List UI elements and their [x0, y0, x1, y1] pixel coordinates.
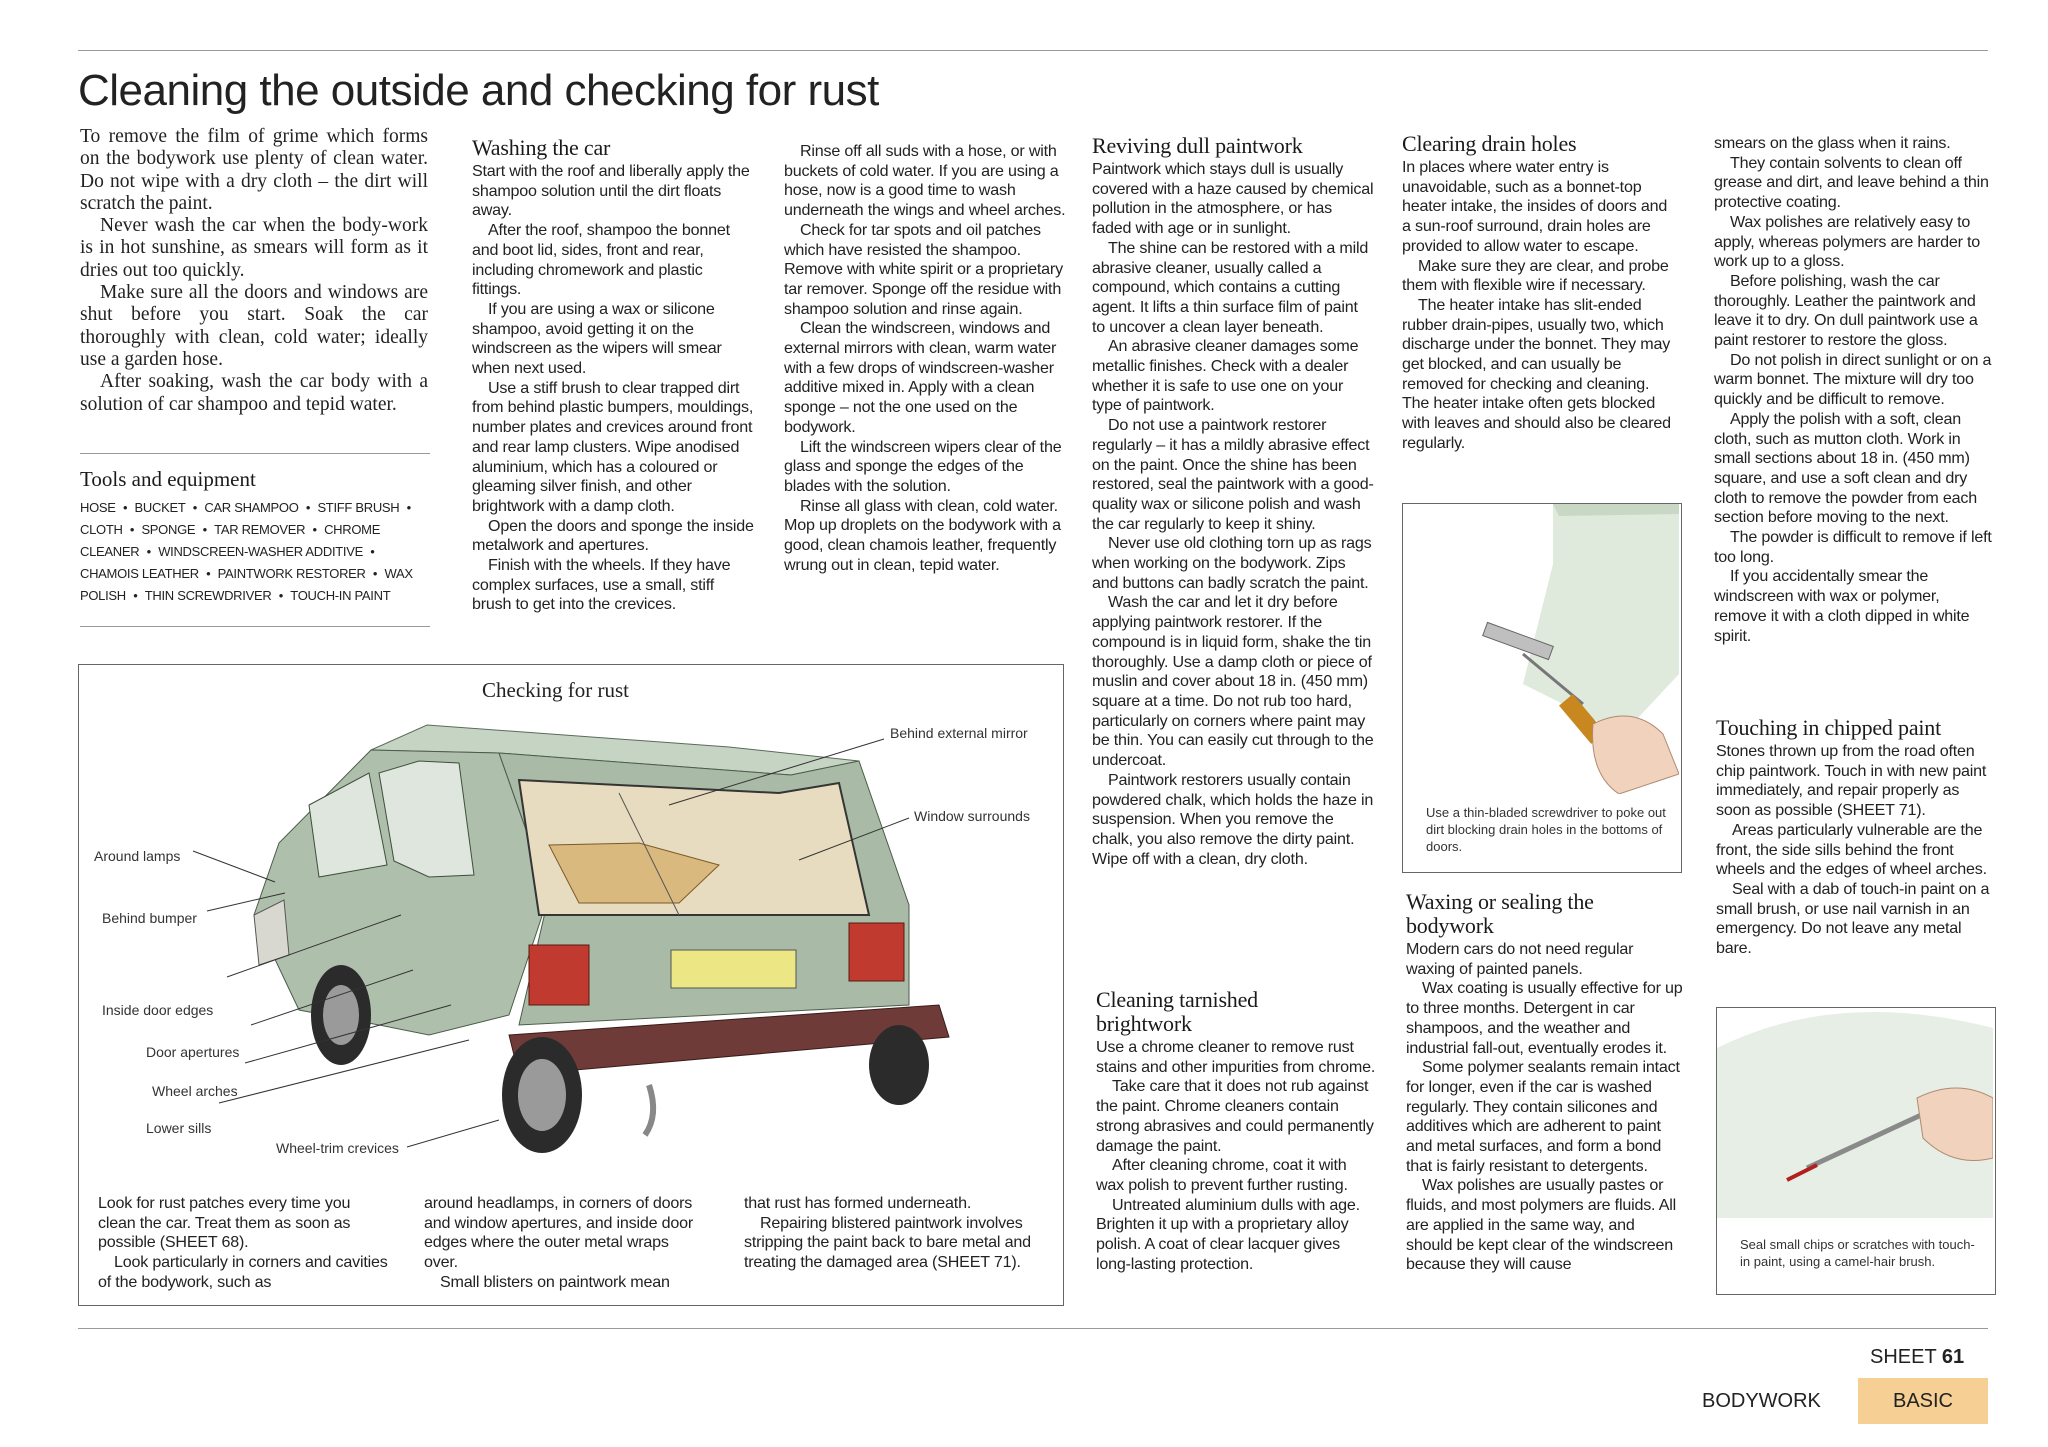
brightwork-para: Untreated aluminium dulls with age. Brighten it up with a proprietary alloy polish. A coat of clear lacquer gives long-lasting protection.	[1096, 1195, 1360, 1273]
tool-item: TOUCH-IN PAINT	[290, 588, 391, 603]
polishing-para: Wax polishes are relatively easy to apply, whereas polymers are harder to work up to a gloss.	[1714, 212, 1981, 271]
intro-para: Never wash the car when the body-work is in hot sunshine, as smears will form as it dries out too quickly.	[80, 215, 428, 281]
polishing-para: The powder is difficult to remove if left too long.	[1714, 528, 1992, 566]
bullet-separator: •	[369, 566, 381, 581]
bullet-separator: •	[119, 500, 131, 515]
callout-label: Behind external mirror	[890, 725, 1028, 741]
waxing-heading: Waxing or sealing the bodywork	[1406, 889, 1594, 938]
bullet-separator: •	[403, 500, 411, 515]
bullet-separator: •	[143, 544, 155, 559]
rust-para: around headlamps, in corners of doors and window apertures, and inside door edges where the outer metal wraps over.	[424, 1194, 694, 1272]
bullet-separator: •	[199, 522, 211, 537]
touchin-caption: Seal small chips or scratches with touch-in paint, using a camel-hair brush.	[1740, 1237, 1975, 1269]
tool-item: CHROME CLEANER	[80, 522, 381, 559]
rust-para: Look particularly in corners and cavities of the bodywork, such as	[98, 1253, 388, 1291]
tools-heading: Tools and equipment	[80, 467, 256, 491]
tool-item: CHAMOIS LEATHER	[80, 566, 199, 581]
touching-section	[1716, 716, 1994, 959]
reviving-para: Paintwork which stays dull is usually covered with a haze caused by chemical pollution in the atmosphere, or has faded with age or in sunlight.	[1092, 160, 1374, 238]
tool-item: CLOTH	[80, 522, 123, 537]
washing-para: After the roof, shampoo the bonnet and boot lid, sides, front and rear, including chromework and plastic fittings.	[472, 221, 730, 299]
screwdriver-illustration	[1403, 504, 1679, 794]
callout-label: Behind bumper	[102, 910, 197, 926]
washing-para: Check for tar spots and oil patches which have resisted the shampoo. Remove with white spirit or a proprietary tar remover. Sponge off the residue with shampoo solution and rinse again.	[784, 220, 1063, 318]
car-illustration	[79, 665, 1062, 1185]
tool-item: WAX POLISH	[80, 566, 413, 603]
drain-para: Make sure they are clear, and probe them with flexible wire if necessary.	[1402, 256, 1669, 295]
callout-label: Wheel arches	[152, 1083, 238, 1099]
washing-heading: Washing the car	[472, 135, 611, 160]
brightwork-para: Use a chrome cleaner to remove rust stains and other impurities from chrome.	[1096, 1038, 1376, 1076]
rust-para: Small blisters on paintwork mean	[440, 1272, 670, 1291]
reviving-section	[1092, 134, 1374, 869]
bullet-separator: •	[189, 500, 201, 515]
tools-bottom-rule	[80, 626, 430, 627]
washing-para: If you are using a wax or silicone shampoo, avoid getting it on the windscreen as the wipers will smear when next used.	[472, 299, 722, 378]
intro-para: After soaking, wash the car body with a solution of car shampoo and tepid water.	[80, 371, 428, 415]
polishing-para: smears on the glass when it rains.	[1714, 134, 1951, 152]
washing-para: Lift the windscreen wipers clear of the glass and sponge the edges of the blades with the solution.	[784, 437, 1062, 495]
rust-text-3	[744, 1194, 1044, 1273]
rust-text-2	[424, 1194, 706, 1293]
callout-label: Inside door edges	[102, 1002, 214, 1018]
rust-para: Look for rust patches every time you clean the car. Treat them as soon as possible (SHEET 68).	[98, 1194, 351, 1252]
callout-label: Around lamps	[94, 848, 181, 864]
polishing-para: They contain solvents to clean off grease and dirt, and leave behind a thin protective coating.	[1714, 153, 1989, 212]
polishing-para: If you accidentally smear the windscreen with wax or polymer, remove it with a cloth dipped in white spirit.	[1714, 567, 1970, 645]
brightwork-heading: Cleaning tarnished brightwork	[1096, 987, 1258, 1036]
sheet-number	[1870, 1346, 1964, 1369]
intro-text	[80, 126, 428, 416]
page-title: Cleaning the outside and checking for rust	[78, 66, 879, 115]
drain-caption: Use a thin-bladed screwdriver to poke out dirt blocking drain holes in the bottoms of doors.	[1426, 805, 1666, 854]
bullet-separator: •	[275, 588, 287, 603]
touching-para: Seal with a dab of touch-in paint on a small brush, or use nail varnish in an emergency. Do not leave any metal bare.	[1716, 879, 1990, 958]
tool-item: BUCKET	[134, 500, 186, 515]
callout-label: Wheel-trim crevices	[276, 1140, 399, 1156]
reviving-para: Never use old clothing torn up as rags when working on the bodywork. Zips and buttons can badly scratch the paint.	[1092, 534, 1372, 592]
touching-para: Stones thrown up from the road often chip paintwork. Touch in with new paint immediately, and repair properly as soon as possible (SHEET 71).	[1716, 742, 1987, 820]
reviving-para: An abrasive cleaner damages some metallic finishes. Check with a dealer whether it is safe to use one on your type of paintwork.	[1092, 337, 1359, 415]
drain-section	[1402, 132, 1678, 454]
washing-section	[472, 136, 755, 615]
tool-item: WINDSCREEN-WASHER ADDITIVE	[158, 544, 363, 559]
bullet-separator: •	[366, 544, 375, 559]
reviving-para: The shine can be restored with a mild abrasive cleaner, usually called a compound, which contains a cutting agent. It lifts a thin surface film of paint to uncover a clean layer beneath.	[1092, 238, 1369, 336]
tool-item: THIN SCREWDRIVER	[144, 588, 272, 603]
rust-para: Repairing blistered paintwork involves stripping the paint back to bare metal and treating the damaged area (SHEET 71).	[744, 1213, 1031, 1272]
washing-para: Rinse all glass with clean, cold water. Mop up droplets on the bodywork with a good, clean chamois leather, frequently wrung out in clean, tepid water.	[784, 496, 1061, 574]
callout-label: Door apertures	[146, 1044, 240, 1060]
polishing-para: Apply the polish with a soft, clean cloth, such as mutton cloth. Work in small sections about 18 in. (450 mm) square, and use a soft clean and dry cloth to remove the powder from each section before moving to the next.	[1714, 409, 1977, 527]
tool-item: PAINTWORK RESTORER	[217, 566, 366, 581]
sheet-number-value: 61	[1941, 1346, 1965, 1368]
bullet-separator: •	[126, 522, 138, 537]
polishing-para: Do not polish in direct sunlight or on a warm bonnet. The mixture will dry too quickly and be difficult to remove.	[1714, 350, 1992, 409]
washing-para: Finish with the wheels. If they have complex surfaces, use a small, stiff brush to get into the crevices.	[472, 556, 731, 614]
callout-label: Window surrounds	[914, 808, 1030, 824]
reviving-heading: Reviving dull paintwork	[1092, 133, 1303, 158]
tool-item: SPONGE	[141, 522, 196, 537]
reviving-para: Wash the car and let it dry before applying paintwork restorer. If the compound is in liquid form, shake the tin thoroughly. Use a damp cloth or piece of muslin and cover about 18 in. (450 mm) square at a time. Do not rub too hard, particularly on corners where paint may be thin. You can easily cut through to the undercoat.	[1092, 593, 1374, 770]
waxing-para: Wax polishes are usually pastes or fluids, and most polymers are fluids. All are applied in the same way, and should be kept clear of the windscreen because they will cause	[1406, 1176, 1676, 1274]
bullet-separator: •	[302, 500, 314, 515]
brightwork-section	[1096, 988, 1378, 1274]
waxing-para: Wax coating is usually effective for up to three months. Detergent in car shampoos, and the weather and industrial fall-out, eventually erodes it.	[1406, 979, 1683, 1057]
tool-item: TAR REMOVER	[214, 522, 306, 537]
reviving-para: Paintwork restorers usually contain powdered chalk, which holds the haze in suspension. When you remove the chalk, you also remove the dirty paint. Wipe off with a clean, dry cloth.	[1092, 770, 1374, 868]
polishing-para: Before polishing, wash the car thoroughly. Leather the paintwork and leave it to dry. On dull paintwork use a paint restorer to restore the gloss.	[1714, 271, 1978, 350]
brightwork-para: Take care that it does not rub against the paint. Chrome cleaners contain strong abrasives and could permanently damage the paint.	[1096, 1077, 1374, 1155]
reviving-para: Do not use a paintwork restorer regularly – it has a mildly abrasive effect on the paint. Once the shine has been restored, seal the paintwork with a good-quality wax or silicone polish and wash the car regularly to keep it shiny.	[1092, 416, 1374, 533]
top-rule	[78, 50, 1988, 51]
washing-section-continued	[784, 142, 1066, 575]
waxing-para: Modern cars do not need regular waxing of painted panels.	[1406, 940, 1634, 978]
touching-heading: Touching in chipped paint	[1716, 715, 1942, 740]
bottom-rule	[78, 1328, 1988, 1329]
washing-para: Use a stiff brush to clear trapped dirt from behind plastic bumpers, mouldings, number plates and crevices around front and rear lamp clusters. Wipe anodised aluminium, which has a coloured or gleaming silver finish, and other brightwork with a damp cloth.	[472, 378, 754, 515]
polishing-section	[1714, 134, 1994, 646]
washing-para: Clean the windscreen, windows and external mirrors with clean, warm water with a few drops of windscreen-washer additive mixed in. Apply with a clean sponge – not the one used on the bodywork.	[784, 319, 1057, 436]
washing-para: Rinse off all suds with a hose, or with buckets of cold water. If you are using a hose, now is a good time to wash underneath the wings and wheel arches.	[784, 142, 1066, 220]
waxing-section	[1406, 890, 1684, 1275]
washing-para: Start with the roof and liberally apply the shampoo solution until the dirt floats away.	[472, 162, 750, 220]
drain-heading: Clearing drain holes	[1402, 131, 1577, 156]
rust-text-1	[98, 1194, 388, 1293]
brush-illustration	[1717, 1008, 1993, 1218]
rust-heading: Checking for rust	[482, 678, 629, 702]
brightwork-para: After cleaning chrome, coat it with wax polish to prevent further rusting.	[1096, 1156, 1348, 1194]
drain-para: In places where water entry is unavoidable, such as a bonnet-top heater intake, the insides of doors and a sun-roof surround, drain holes are provided to allow water to escape.	[1402, 158, 1668, 255]
tool-item: HOSE	[80, 500, 116, 515]
tools-section	[80, 467, 430, 607]
tool-item: STIFF BRUSH	[317, 500, 400, 515]
callout-label: Lower sills	[146, 1120, 212, 1136]
tools-list	[80, 497, 430, 607]
touching-para: Areas particularly vulnerable are the front, the side sills behind the front wheels and the edges of wheel arches.	[1716, 820, 1987, 879]
intro-para: To remove the film of grime which forms on the bodywork use plenty of clean water. Do not wipe with a dry cloth – the dirt will scratch the paint.	[80, 126, 428, 214]
tools-top-rule	[80, 453, 430, 454]
section-label: BODYWORK	[1702, 1390, 1821, 1412]
bullet-separator: •	[129, 588, 141, 603]
bullet-separator: •	[202, 566, 214, 581]
rust-para: that rust has formed underneath.	[744, 1194, 972, 1212]
intro-para: Make sure all the doors and windows are shut before you start. Soak the car thoroughly with clean, cold water; ideally use a garden hose.	[80, 282, 428, 370]
drain-para: The heater intake has slit-ended rubber drain-pipes, usually two, which discharge under the bonnet. They may get blocked, and can usually be removed for checking and cleaning. The heater intake often gets blocked with leaves and should also be cleared regularly.	[1402, 295, 1671, 452]
bullet-separator: •	[309, 522, 321, 537]
sheet-label: SHEET	[1870, 1346, 1937, 1368]
level-badge: BASIC	[1858, 1378, 1988, 1424]
washing-para: Open the doors and sponge the inside metalwork and apertures.	[472, 516, 754, 555]
tool-item: CAR SHAMPOO	[204, 500, 299, 515]
waxing-para: Some polymer sealants remain intact for longer, even if the car is washed regularly. They contain silicones and additives which are adherent to paint and metal surfaces, and form a bond that is fairly resistant to detergents.	[1406, 1058, 1680, 1175]
